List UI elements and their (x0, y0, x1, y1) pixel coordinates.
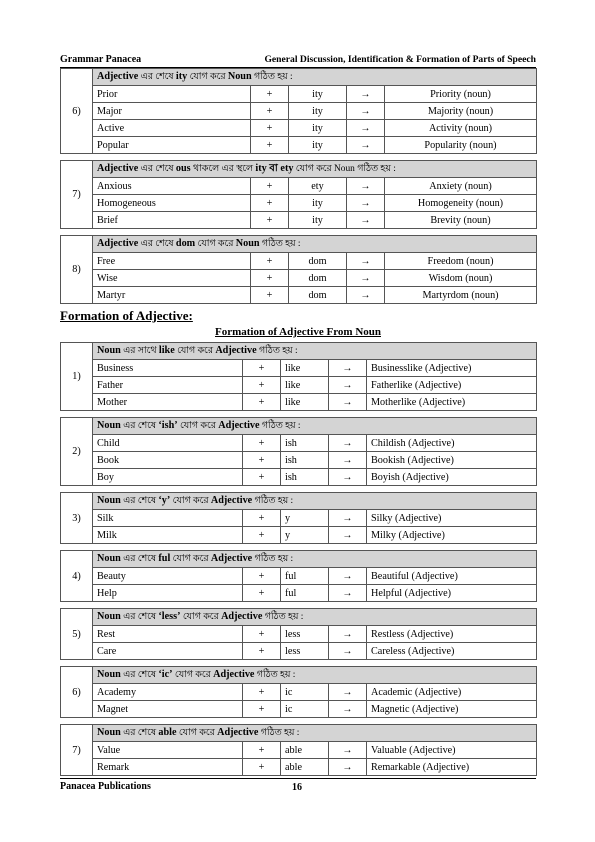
rule-title-text: গঠিত হয় : (252, 496, 294, 506)
rule-title-text: গঠিত হয় : (262, 612, 304, 622)
rule-title-suffix: able (158, 727, 177, 738)
rule-title-text: এর শেষে (120, 612, 159, 622)
suffix: able (281, 742, 329, 759)
table-row (61, 212, 537, 229)
rule-title-text: যোগ করে (195, 239, 236, 249)
plus-sign: + (251, 120, 289, 137)
rule-title-suffix: ous (175, 163, 191, 174)
result-word: Martyrdom (noun) (385, 287, 537, 304)
table-row (61, 178, 537, 195)
result-word: Anxiety (noun) (385, 178, 537, 195)
rule-number: 8) (61, 236, 93, 304)
suffix: ish (281, 452, 329, 469)
formation-table (60, 235, 537, 304)
rule-title-text: যোগ করে (170, 554, 211, 564)
arrow-icon: → (329, 759, 367, 776)
plus-sign: + (243, 742, 281, 759)
arrow-icon: → (347, 287, 385, 304)
rule-title (93, 418, 537, 435)
result-word: Bookish (Adjective) (367, 452, 537, 469)
base-word: Child (93, 435, 243, 452)
suffix: ity (289, 137, 347, 154)
rule-title-text: থাকলে এর স্থলে (190, 164, 256, 174)
rule-title (93, 725, 537, 742)
base-word: Brief (93, 212, 251, 229)
result-word: Milky (Adjective) (367, 527, 537, 544)
rule-number: 3) (61, 493, 93, 544)
rule-title-text: গঠিত হয় : (259, 239, 301, 249)
base-word: Homogeneous (93, 195, 251, 212)
arrow-icon: → (329, 510, 367, 527)
result-word: Fatherlike (Adjective) (367, 377, 537, 394)
footer-publisher: Panacea Publications (60, 781, 151, 792)
rule-number: 7) (61, 161, 93, 229)
rule-number: 6) (61, 667, 93, 718)
rule-title-text: যোগ করে (176, 728, 218, 738)
plus-sign: + (243, 568, 281, 585)
suffix: dom (289, 287, 347, 304)
page-number: 16 (292, 782, 302, 793)
rule-title-to: ity বা ety (255, 163, 294, 174)
base-word: Beauty (93, 568, 243, 585)
rule-title-to: Adjective (213, 669, 255, 680)
rule-title-to: Adjective (210, 495, 253, 506)
rule-title-suffix: dom (175, 238, 196, 249)
arrow-icon: → (329, 684, 367, 701)
arrow-icon: → (347, 212, 385, 229)
suffix: y (281, 527, 329, 544)
table-row (61, 759, 537, 776)
plus-sign: + (251, 178, 289, 195)
result-word: Priority (noun) (385, 86, 537, 103)
rule-title-suffix: ful (158, 553, 171, 564)
suffix: ity (289, 212, 347, 229)
base-word: Help (93, 585, 243, 602)
plus-sign: + (251, 137, 289, 154)
rule-title-text: যোগ করে (187, 72, 228, 82)
plus-sign: + (243, 360, 281, 377)
arrow-icon: → (329, 452, 367, 469)
rule-title-text: যোগ করে (170, 496, 211, 506)
rule-title-text: যোগ করে Noun গঠিত হয় : (293, 164, 396, 174)
rule-number: 2) (61, 418, 93, 486)
base-word: Care (93, 643, 243, 660)
rule-title-suffix: ‘less’ (158, 611, 181, 622)
rule-title (93, 493, 537, 510)
result-word: Wisdom (noun) (385, 270, 537, 287)
rule-title-text: গঠিত হয় : (259, 421, 301, 431)
rule-title-from: Noun (97, 345, 121, 356)
formation-table (60, 666, 537, 718)
rule-title-text: যোগ করে (177, 421, 219, 431)
result-word: Popularity (noun) (385, 137, 537, 154)
base-word: Business (93, 360, 243, 377)
result-word: Activity (noun) (385, 120, 537, 137)
arrow-icon: → (329, 394, 367, 411)
base-word: Book (93, 452, 243, 469)
table-row (61, 435, 537, 452)
rule-title (93, 551, 537, 568)
table-row (61, 527, 537, 544)
rule-title-suffix: like (158, 345, 175, 356)
rule-title (93, 236, 537, 253)
plus-sign: + (251, 212, 289, 229)
table-row (61, 253, 537, 270)
rule-title-text: গঠিত হয় : (258, 728, 300, 738)
rule-title-to: Adjective (217, 727, 259, 738)
arrow-icon: → (347, 195, 385, 212)
suffix: ful (281, 568, 329, 585)
base-word: Prior (93, 86, 251, 103)
plus-sign: + (251, 86, 289, 103)
rule-title-text: এর শেষে (138, 164, 176, 174)
suffix: like (281, 394, 329, 411)
rule-title-from: Noun (97, 495, 121, 506)
rule-title-from: Noun (97, 420, 121, 431)
subsection-title: Formation of Adjective From Noun (215, 326, 381, 338)
suffix: able (281, 759, 329, 776)
formation-table (60, 550, 537, 602)
formation-table (60, 608, 537, 660)
rule-title-to: Noun (235, 238, 260, 249)
table-row (61, 643, 537, 660)
rule-title-suffix: ity (175, 71, 188, 82)
base-word: Mother (93, 394, 243, 411)
rule-title-to: Adjective (210, 553, 253, 564)
rule-title-text: গঠিত হয় : (254, 670, 296, 680)
suffix: ity (289, 120, 347, 137)
suffix: ish (281, 469, 329, 486)
rule-title-text: এর শেষে (120, 670, 159, 680)
rule-title-text: এর শেষে (120, 728, 159, 738)
formation-table (60, 68, 537, 154)
rule-number: 4) (61, 551, 93, 602)
rule-title-text: যোগ করে (180, 612, 222, 622)
adjective-formation-blocks (60, 342, 536, 776)
formation-table (60, 417, 537, 486)
plus-sign: + (243, 510, 281, 527)
table-row (61, 360, 537, 377)
rule-title-text: এর শেষে (138, 72, 176, 82)
plus-sign: + (243, 759, 281, 776)
rule-title-text: যোগ করে (172, 670, 214, 680)
result-word: Restless (Adjective) (367, 626, 537, 643)
rule-title-text: এর শেষে (138, 239, 176, 249)
table-row (61, 469, 537, 486)
header-book-title: Grammar Panacea (60, 54, 142, 65)
base-word: Academy (93, 684, 243, 701)
rule-title-to: Adjective (221, 611, 263, 622)
result-word: Helpful (Adjective) (367, 585, 537, 602)
suffix: ity (289, 86, 347, 103)
plus-sign: + (243, 452, 281, 469)
table-row (61, 394, 537, 411)
formation-table (60, 342, 537, 411)
result-word: Majority (noun) (385, 103, 537, 120)
page-footer (60, 778, 536, 795)
rule-title-to: Noun (227, 71, 252, 82)
plus-sign: + (251, 253, 289, 270)
base-word: Remark (93, 759, 243, 776)
rule-title (93, 69, 537, 86)
suffix: dom (289, 270, 347, 287)
rule-number: 7) (61, 725, 93, 776)
suffix: ful (281, 585, 329, 602)
plus-sign: + (251, 270, 289, 287)
rule-number: 5) (61, 609, 93, 660)
table-row (61, 195, 537, 212)
table-row (61, 270, 537, 287)
table-row (61, 103, 537, 120)
table-row (61, 626, 537, 643)
base-word: Magnet (93, 701, 243, 718)
suffix: y (281, 510, 329, 527)
rule-number: 6) (61, 69, 93, 154)
rule-title-suffix: ‘ish’ (158, 420, 178, 431)
rule-title-text: এর শেষে (120, 554, 159, 564)
base-word: Martyr (93, 287, 251, 304)
rule-title-from: Adjective (97, 163, 139, 174)
table-row (61, 452, 537, 469)
arrow-icon: → (347, 137, 385, 154)
rule-title-to: Adjective (215, 345, 257, 356)
rule-title-text: গঠিত হয় : (251, 72, 293, 82)
arrow-icon: → (329, 469, 367, 486)
rule-number: 1) (61, 343, 93, 411)
rule-title-suffix: ‘y’ (158, 495, 171, 506)
table-row (61, 742, 537, 759)
result-word: Boyish (Adjective) (367, 469, 537, 486)
base-word: Popular (93, 137, 251, 154)
table-row (61, 568, 537, 585)
base-word: Anxious (93, 178, 251, 195)
rule-title-to: Adjective (218, 420, 260, 431)
plus-sign: + (251, 287, 289, 304)
base-word: Wise (93, 270, 251, 287)
base-word: Value (93, 742, 243, 759)
arrow-icon: → (329, 701, 367, 718)
result-word: Businesslike (Adjective) (367, 360, 537, 377)
rule-title-suffix: ‘ic’ (158, 669, 173, 680)
arrow-icon: → (347, 270, 385, 287)
result-word: Brevity (noun) (385, 212, 537, 229)
rule-title (93, 343, 537, 360)
plus-sign: + (243, 435, 281, 452)
arrow-icon: → (329, 742, 367, 759)
result-word: Motherlike (Adjective) (367, 394, 537, 411)
rule-title-from: Noun (97, 611, 121, 622)
arrow-icon: → (347, 103, 385, 120)
arrow-icon: → (347, 86, 385, 103)
base-word: Active (93, 120, 251, 137)
table-row (61, 701, 537, 718)
header-chapter-title: General Discussion, Identification & Formation of Parts of Speech (264, 54, 536, 65)
section-title: Formation of Adjective: (60, 308, 193, 323)
page-header (60, 53, 536, 68)
arrow-icon: → (329, 568, 367, 585)
arrow-icon: → (329, 626, 367, 643)
rule-title-from: Noun (97, 553, 121, 564)
table-row (61, 510, 537, 527)
result-word: Careless (Adjective) (367, 643, 537, 660)
suffix: like (281, 360, 329, 377)
result-word: Beautiful (Adjective) (367, 568, 537, 585)
arrow-icon: → (329, 643, 367, 660)
formation-table (60, 724, 537, 776)
arrow-icon: → (329, 360, 367, 377)
rule-title-text: গঠিত হয় : (256, 346, 298, 356)
base-word: Silk (93, 510, 243, 527)
plus-sign: + (243, 585, 281, 602)
formation-table (60, 160, 537, 229)
base-word: Father (93, 377, 243, 394)
plus-sign: + (251, 195, 289, 212)
table-row (61, 137, 537, 154)
plus-sign: + (243, 701, 281, 718)
plus-sign: + (243, 469, 281, 486)
suffix: ic (281, 684, 329, 701)
rule-title-text: এর শেষে (120, 496, 159, 506)
arrow-icon: → (329, 435, 367, 452)
plus-sign: + (243, 684, 281, 701)
suffix: ish (281, 435, 329, 452)
suffix: ity (289, 103, 347, 120)
rule-title-text: এর শেষে (120, 421, 159, 431)
arrow-icon: → (329, 585, 367, 602)
suffix: ety (289, 178, 347, 195)
rule-title-from: Adjective (97, 238, 139, 249)
rule-title-from: Noun (97, 669, 121, 680)
rule-title (93, 161, 537, 178)
noun-formation-blocks (60, 68, 536, 304)
arrow-icon: → (347, 178, 385, 195)
suffix: less (281, 626, 329, 643)
table-row (61, 120, 537, 137)
suffix: ic (281, 701, 329, 718)
suffix: ity (289, 195, 347, 212)
result-word: Silky (Adjective) (367, 510, 537, 527)
plus-sign: + (243, 643, 281, 660)
arrow-icon: → (329, 527, 367, 544)
result-word: Remarkable (Adjective) (367, 759, 537, 776)
rule-title-from: Adjective (97, 71, 139, 82)
rule-title-text: যোগ করে (174, 346, 216, 356)
plus-sign: + (243, 626, 281, 643)
suffix: less (281, 643, 329, 660)
rule-title-from: Noun (97, 727, 121, 738)
rule-title (93, 667, 537, 684)
base-word: Rest (93, 626, 243, 643)
result-word: Academic (Adjective) (367, 684, 537, 701)
base-word: Free (93, 253, 251, 270)
base-word: Boy (93, 469, 243, 486)
document-page (60, 53, 536, 776)
base-word: Major (93, 103, 251, 120)
table-row (61, 684, 537, 701)
table-row (61, 585, 537, 602)
suffix: like (281, 377, 329, 394)
rule-title-text: এর সাথে (120, 346, 159, 356)
plus-sign: + (243, 377, 281, 394)
table-row (61, 86, 537, 103)
plus-sign: + (243, 527, 281, 544)
formation-table (60, 492, 537, 544)
suffix: dom (289, 253, 347, 270)
result-word: Magnetic (Adjective) (367, 701, 537, 718)
rule-title (93, 609, 537, 626)
arrow-icon: → (347, 253, 385, 270)
result-word: Childish (Adjective) (367, 435, 537, 452)
rule-title-text: গঠিত হয় : (252, 554, 294, 564)
result-word: Homogeneity (noun) (385, 195, 537, 212)
arrow-icon: → (347, 120, 385, 137)
table-row (61, 377, 537, 394)
result-word: Freedom (noun) (385, 253, 537, 270)
arrow-icon: → (329, 377, 367, 394)
table-row (61, 287, 537, 304)
base-word: Milk (93, 527, 243, 544)
plus-sign: + (243, 394, 281, 411)
plus-sign: + (251, 103, 289, 120)
result-word: Valuable (Adjective) (367, 742, 537, 759)
